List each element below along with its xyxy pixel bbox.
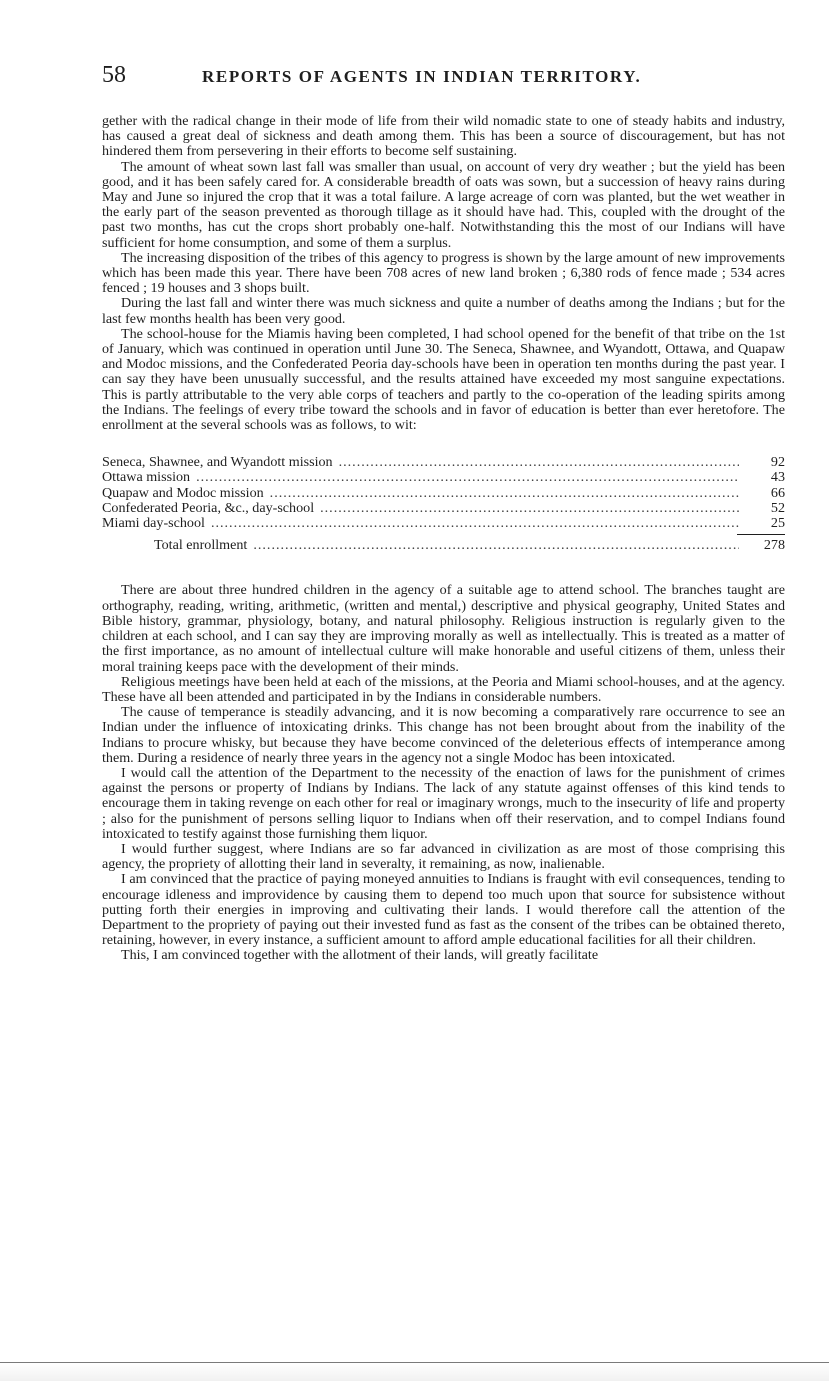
page-number: 58: [102, 62, 126, 88]
paragraph: I would call the attention of the Department to the necessity of the enaction of laws for the punishment of crimes against the persons or property of Indians by Indians. The lack of any statute against offenses of this kind tends to encourage them in taking revenge on each other for real or imaginary wrongs, much to the insecurity of life and property ; also for the punishment of persons selling liquor to Indians when off their reservation, and to compel Indians found intoxicated to testify against those furnishing them liquor.: [102, 764, 785, 842]
school-name: Miami day-school: [102, 515, 205, 532]
total-row: [102, 538, 785, 553]
enrollment-count: 52: [770, 499, 785, 516]
paragraph: I would further suggest, where Indians are so far advanced in civilization as are most of those comprising this agency, the propriety of allotting their land in severalty, it remaining, as now, inalienable.: [102, 840, 785, 873]
dot-leader: [320, 501, 739, 516]
page-header: [102, 62, 785, 104]
dot-leader: [196, 470, 739, 485]
enrollment-count: 25: [770, 515, 785, 532]
school-name: Seneca, Shawnee, and Wyandott mission: [102, 454, 333, 471]
paragraph: The school-house for the Miamis having been completed, I had school opened for the benefit of that tribe on the 1st of January, which was continued in operation until June 30. The Seneca, Shawnee, and Wyandott, Ottawa, and Quapaw and Modoc missions, and the Confederated Peoria day-schools have been in operation ten months during the past year. I can say they have been unusually successful, and the results attained have exceeded my most sanguine expectations. This is partly attributable to the very able corps of teachers and partly to the co-operation of the leading spirits among the Indians. The feelings of every tribe toward the schools and in favor of education is better than ever heretofore. The enrollment at the several schools was as follows, to wit:: [102, 325, 785, 434]
enrollment-count: 92: [770, 454, 785, 471]
total-count: 278: [763, 537, 785, 554]
table-row: [102, 455, 785, 470]
paragraph: This, I am convinced together with the allotment of their lands, will greatly facilitate: [121, 947, 599, 964]
table-row: [102, 516, 785, 531]
enrollment-count: 66: [770, 484, 785, 501]
school-name: Ottawa mission: [102, 469, 191, 486]
paragraph: The amount of wheat sown last fall was smaller than usual, on account of very dry weather ; but the yield has been good, and it has been safely cared for. A considerable breadth of oats was sown, but a succession of heavy rains during May and June so injured the crop that it was a total failure. A large acreage of corn was planted, but the wet weather in the early part of the season prevented as thorough tillage as it should have had. This, coupled with the drought of the past two months, has cut the crops short probably one-half. Notwithstanding this the most of our Indians will have sufficient for home consumption, and some of them a surplus.: [102, 158, 785, 251]
running-title: REPORTS OF AGENTS IN INDIAN TERRITORY.: [202, 67, 642, 86]
paragraph: Religious meetings have been held at each of the missions, at the Peoria and Miami school-houses, and at the agency. These have all been attended and participated in by the Indians in considerable numbers.: [102, 673, 785, 705]
school-name: Confederated Peoria, &c., day-school: [102, 499, 315, 516]
table-row: [102, 470, 785, 485]
body-text-before-table: [102, 114, 785, 433]
paragraph: I am convinced that the practice of paying moneyed annuities to Indians is fraught with evil consequences, tending to encourage idleness and improvidence by causing them to depend too much upon that source for subsistence without putting forth their energies in improving and cultivating their lands. I would therefore call the attention of the Department to the propriety of paying out their invested fund as fast as the consent of the tribes can be obtained thereto, retaining, however, in every instance, a sufficient amount to afford ample educational facilities for all their children.: [102, 871, 785, 949]
dot-leader: [253, 538, 739, 553]
school-name: Quapaw and Modoc mission: [102, 484, 264, 501]
page-bottom-edge: [0, 1362, 829, 1381]
enrollment-count: 43: [770, 469, 785, 486]
table-row: [102, 501, 785, 516]
dot-leader: [270, 486, 739, 501]
total-rule: [737, 534, 785, 535]
paragraph: gether with the radical change in their mode of life from their wild nomadic state to one of steady habits and industry, has caused a great deal of sickness and death among them. This has been a source of discouragement, but has not hindered them from persevering in their efforts to become self sustaining.: [102, 113, 785, 160]
paragraph: There are about three hundred children in the agency of a suitable age to attend school. The branches taught are orthography, reading, writing, arithmetic, (written and mental,) descriptive and physical geography, United States and Bible history, grammar, physiology, botany, and natural philosophy. Religious instruction is regularly given to the children at each school, and I can say they are improving morally as well as intellectually. This is treated as a matter of the first importance, as no amount of intellectual culture will make honorable and useful citizens of them, unless their moral training keeps pace with the development of their minds.: [102, 582, 785, 675]
dot-leader: [339, 455, 739, 470]
enrollment-table: [102, 455, 785, 553]
total-label: Total enrollment: [154, 537, 248, 554]
body-text-after-table: [102, 583, 785, 963]
paragraph: The increasing disposition of the tribes of this agency to progress is shown by the large amount of new improvements which has been made this year. There have been 708 acres of new land broken ; 6,380 rods of fence made ; 534 acres fenced ; 19 houses and 3 shops built.: [102, 249, 785, 297]
dot-leader: [211, 516, 739, 531]
paragraph: The cause of temperance is steadily advancing, and it is now becoming a comparatively rare occurrence to see an Indian under the influence of intoxicating drinks. This change has not been brought about from the inability of the Indians to procure whisky, but because they have become convinced of the deleterious effects of intemperance among them. During a residence of nearly three years in the agency not a single Modoc has been intoxicated.: [102, 704, 785, 766]
table-row: [102, 486, 785, 501]
paragraph: During the last fall and winter there was much sickness and quite a number of deaths among the Indians ; but for the last few months health has been very good.: [102, 295, 785, 327]
